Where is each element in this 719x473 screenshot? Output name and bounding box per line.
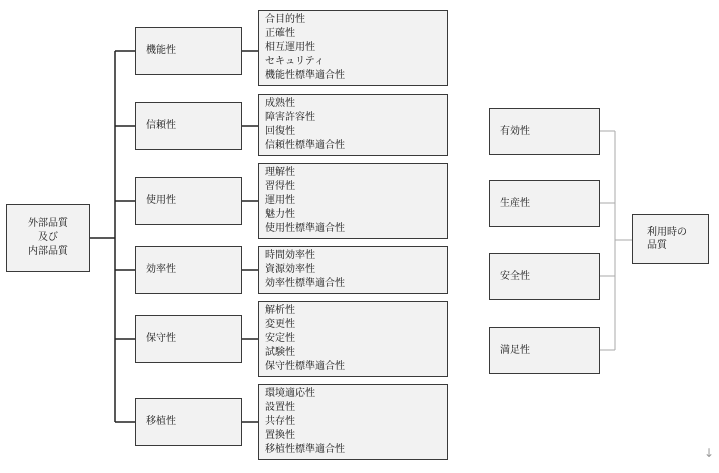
sub-item: 環境適応性 — [265, 388, 315, 399]
sub-item: 成熟性 — [265, 98, 295, 109]
sub-item: 時間効率性 — [265, 250, 315, 261]
sub-item: 解析性 — [265, 305, 295, 316]
sub-list-maintainability — [258, 301, 448, 377]
root-quality-box — [6, 204, 90, 272]
sub-item: 設置性 — [265, 402, 295, 413]
quality-in-use-label: 有効性 — [500, 125, 530, 137]
sub-item: 保守性標準適合性 — [265, 361, 345, 372]
characteristic-box-usability — [135, 177, 242, 225]
quality-in-use-effectiveness — [489, 108, 600, 155]
sub-item: 機能性標準適合性 — [265, 70, 345, 81]
characteristic-box-reliability — [135, 102, 242, 150]
sub-item: 資源効率性 — [265, 264, 315, 275]
sub-item: 移植性標準適合性 — [265, 444, 345, 455]
characteristic-label: 信頼性 — [146, 120, 176, 131]
quality-in-use-productivity — [489, 180, 600, 227]
sub-item: 習得性 — [265, 181, 295, 192]
sub-item: 安定性 — [265, 333, 295, 344]
sub-list-functionality — [258, 10, 448, 86]
characteristic-label: 保守性 — [146, 333, 176, 344]
sub-item: 変更性 — [265, 319, 295, 330]
characteristic-label: 使用性 — [146, 195, 176, 206]
sub-list-reliability — [258, 94, 448, 156]
sub-item: 信頼性標準適合性 — [265, 140, 345, 151]
sub-item: 使用性標準適合性 — [265, 223, 345, 234]
characteristic-box-maintainability — [135, 315, 242, 363]
sub-list-efficiency — [258, 246, 448, 294]
sub-list-usability — [258, 163, 448, 239]
sub-item: セキュリティ — [265, 56, 324, 67]
characteristic-box-functionality — [135, 27, 242, 75]
sub-item: 試験性 — [265, 347, 295, 358]
characteristic-box-portability — [135, 398, 242, 446]
quality-in-use-box — [632, 214, 709, 264]
quality-in-use-safety — [489, 253, 600, 300]
characteristic-label: 機能性 — [146, 45, 176, 56]
characteristic-label: 移植性 — [146, 416, 176, 427]
quality-in-use-label: 生産性 — [500, 197, 530, 209]
scroll-down-arrow-icon[interactable]: ↓ — [704, 446, 715, 460]
sub-item: 置換性 — [265, 430, 295, 441]
characteristic-label: 効率性 — [146, 264, 176, 275]
quality-in-use-label: 満足性 — [500, 344, 530, 356]
quality-in-use-satisfaction — [489, 327, 600, 374]
sub-list-portability — [258, 384, 448, 460]
quality-in-use-label: 安全性 — [500, 270, 530, 282]
sub-item: 相互運用性 — [265, 42, 315, 53]
sub-item: 魅力性 — [265, 209, 295, 220]
sub-item: 運用性 — [265, 195, 295, 206]
sub-item: 回復性 — [265, 126, 295, 137]
sub-item: 正確性 — [265, 28, 295, 39]
sub-item: 共存性 — [265, 416, 295, 427]
root-quality-label: 外部品質 及び 内部品質 — [28, 218, 68, 257]
sub-item: 効率性標準適合性 — [265, 278, 345, 289]
quality-in-use-title: 利用時の 品質 — [647, 227, 687, 251]
characteristic-box-efficiency — [135, 246, 242, 294]
sub-item: 理解性 — [265, 167, 295, 178]
sub-item: 障害許容性 — [265, 112, 315, 123]
sub-item: 合目的性 — [265, 14, 305, 25]
